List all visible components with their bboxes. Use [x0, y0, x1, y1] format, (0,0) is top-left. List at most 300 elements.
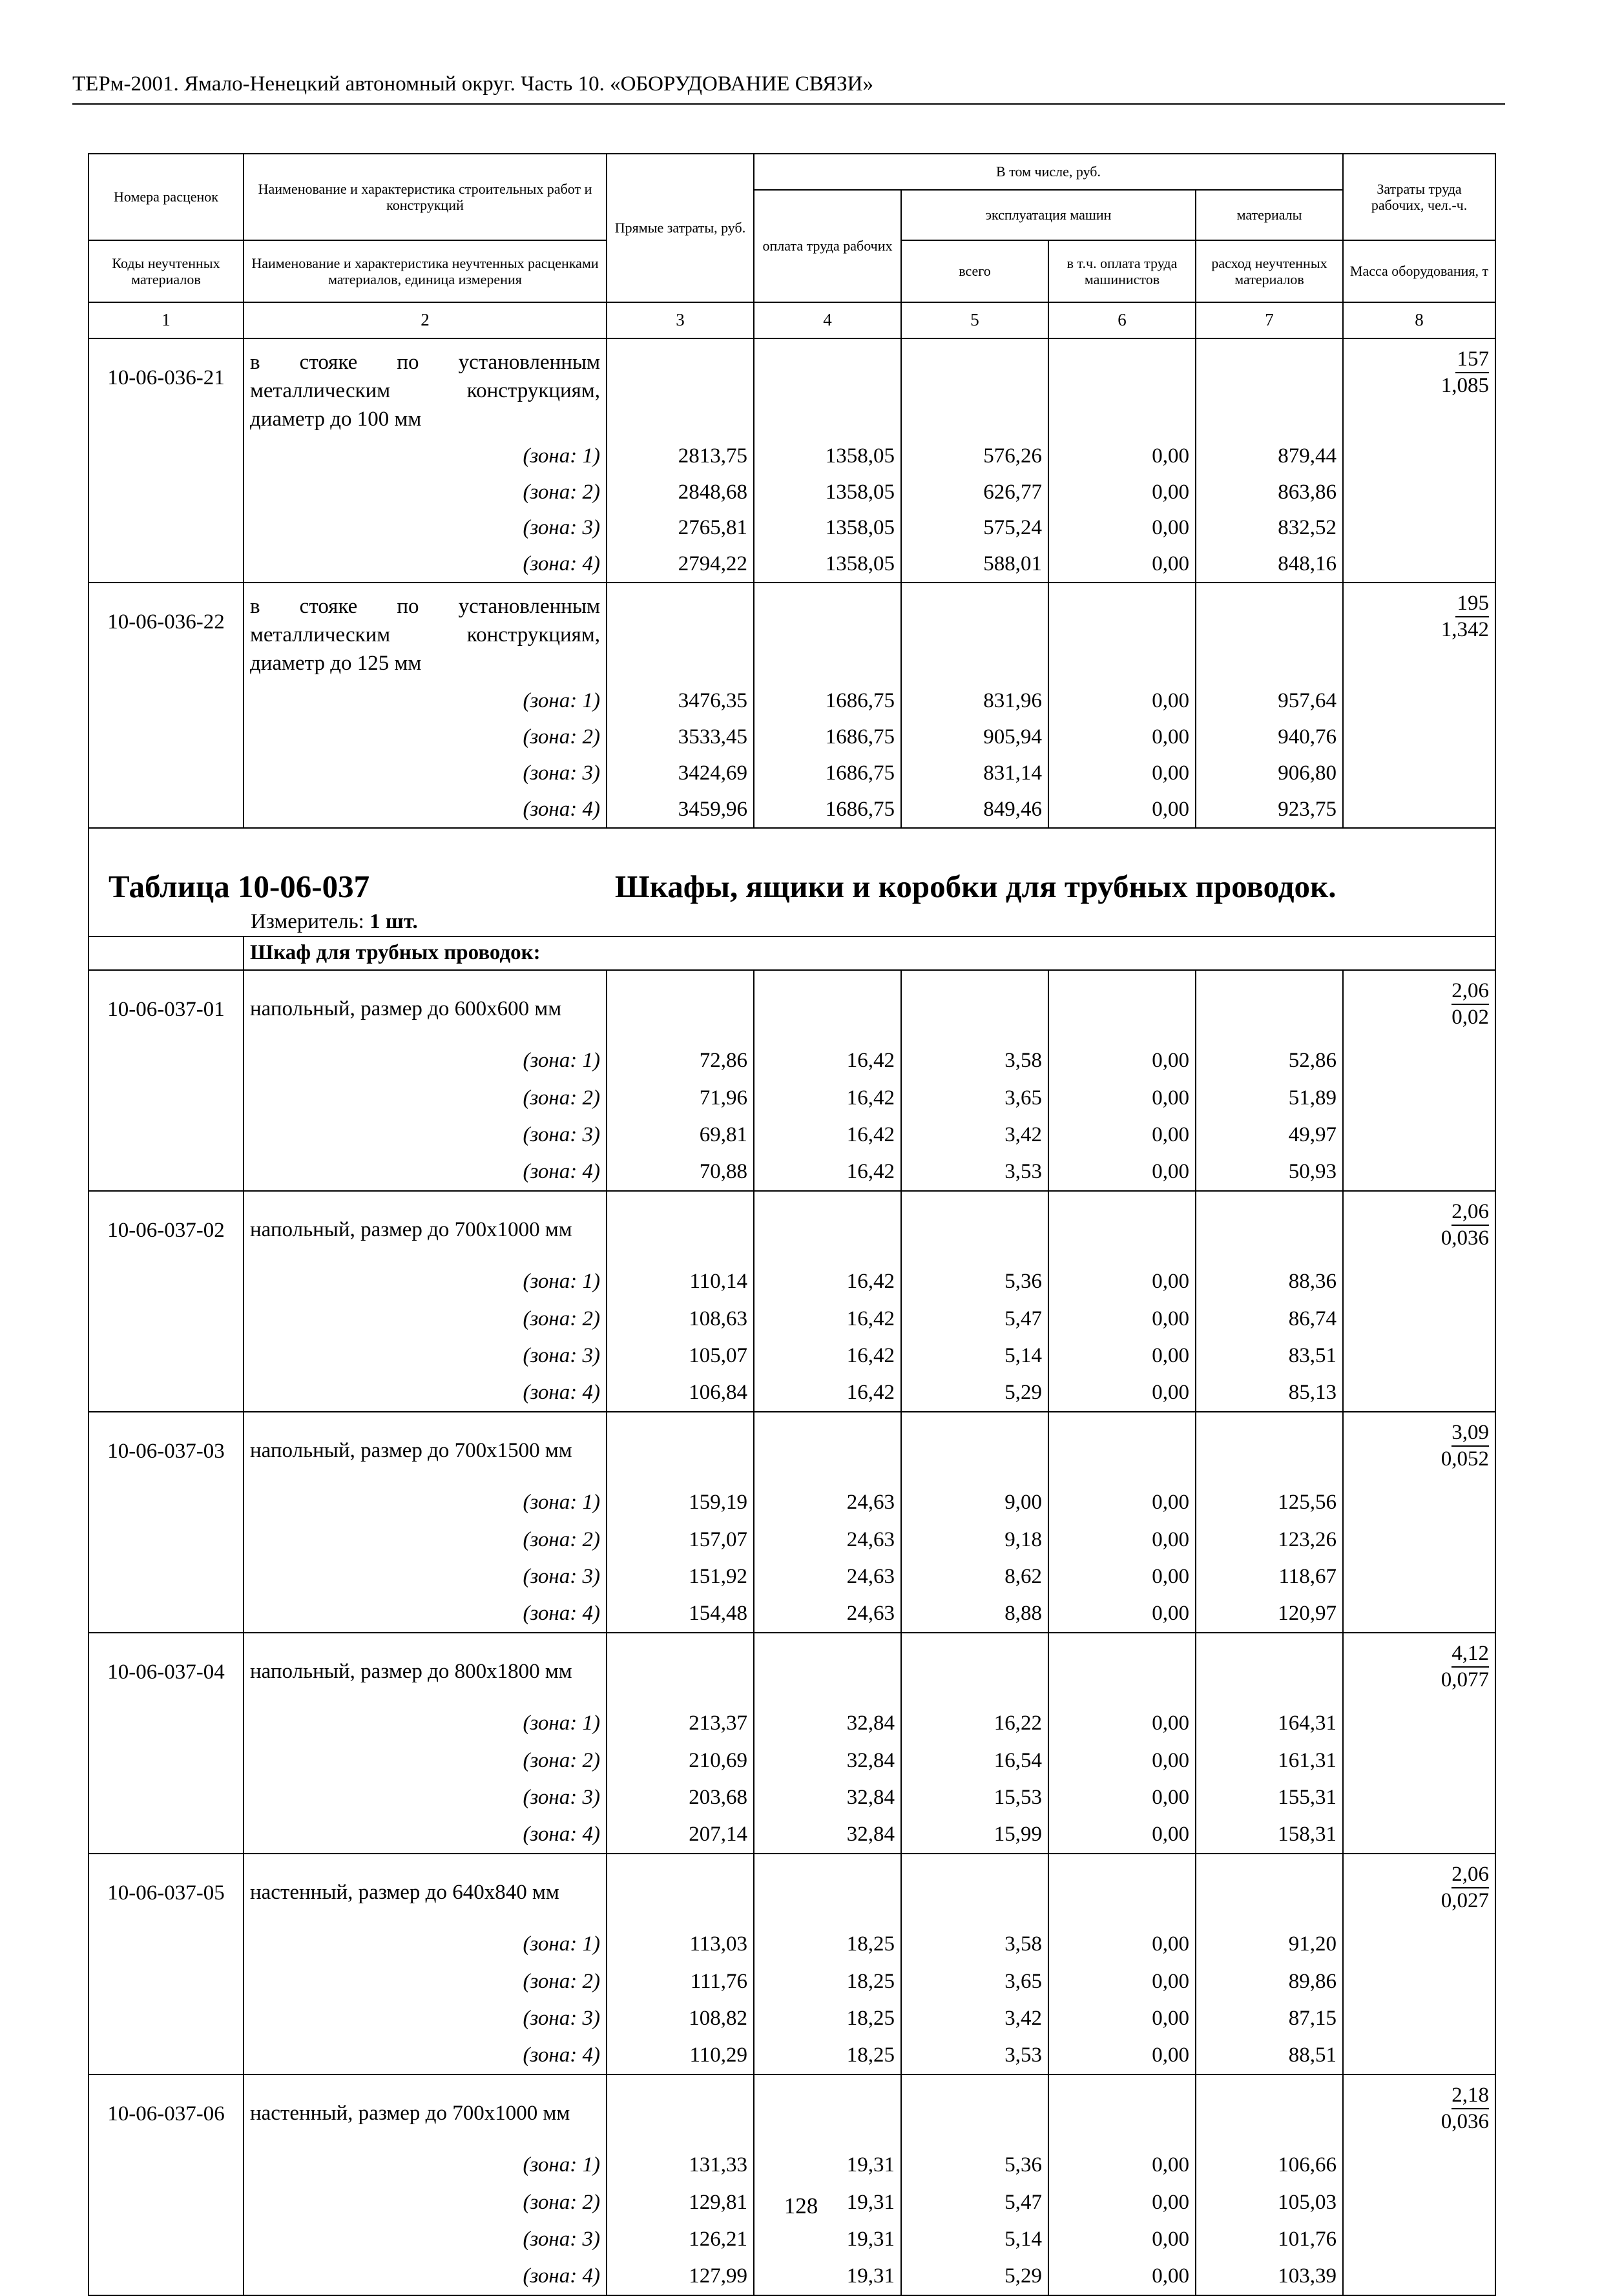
zone-label: (зона: 1): [244, 1484, 607, 1521]
rate-code: 10-06-037-05: [88, 1854, 244, 2074]
machinist-wages: 0,00: [1048, 683, 1196, 719]
direct-costs: 2813,75: [607, 439, 754, 475]
zone-label: (зона: 4): [244, 1375, 607, 1412]
labor-costs: 157: [1455, 347, 1489, 373]
direct-costs: 213,37: [607, 1705, 754, 1742]
empty-cell: [901, 583, 1048, 683]
direct-costs: 210,69: [607, 1743, 754, 1779]
materials-cost: 50,93: [1196, 1154, 1343, 1191]
worker-wages: 16,42: [754, 1117, 901, 1153]
materials-cost: 863,86: [1196, 475, 1343, 511]
worker-wages: 1358,05: [754, 439, 901, 475]
machine-costs: 575,24: [901, 510, 1048, 546]
zone-label: (зона: 4): [244, 546, 607, 583]
materials-cost: 88,51: [1196, 2038, 1343, 2074]
machine-costs: 15,99: [901, 1817, 1048, 1854]
worker-wages: 16,42: [754, 1338, 901, 1374]
header-row-1: [88, 154, 1495, 190]
machine-costs: 3,42: [901, 2000, 1048, 2037]
materials-cost: 923,75: [1196, 792, 1343, 828]
labor-costs: 195: [1455, 591, 1489, 617]
labor-costs: 2,06: [1451, 978, 1489, 1005]
materials-cost: 88,36: [1196, 1263, 1343, 1300]
zone-row: [88, 1779, 1495, 1816]
materials-cost: 52,86: [1196, 1042, 1343, 1079]
table-name: Шкафы, ящики и коробки для трубных проводок.: [615, 869, 1337, 904]
empty-cell: [901, 1854, 1048, 1926]
worker-wages: 19,31: [754, 2147, 901, 2184]
materials-cost: 158,31: [1196, 1817, 1343, 1854]
empty-cell: [607, 970, 754, 1042]
labor-mass-fraction: [1343, 1191, 1495, 1412]
materials-cost: 101,76: [1196, 2221, 1343, 2258]
equipment-mass: 1,085: [1441, 374, 1490, 397]
worker-wages: 16,42: [754, 1375, 901, 1412]
equipment-mass: 1,342: [1441, 618, 1490, 641]
materials-cost: 118,67: [1196, 1558, 1343, 1595]
empty-cell: [1196, 2074, 1343, 2147]
labor-costs: 2,18: [1451, 2083, 1489, 2109]
empty-cell: [754, 1633, 901, 1705]
worker-wages: 18,25: [754, 2000, 901, 2037]
materials-cost: 940,76: [1196, 719, 1343, 756]
worker-wages: 1686,75: [754, 719, 901, 756]
direct-costs: 2794,22: [607, 546, 754, 583]
zone-row: [88, 1484, 1495, 1521]
materials-cost: 848,16: [1196, 546, 1343, 583]
empty-cell: [754, 1854, 901, 1926]
empty-cell: [607, 1854, 754, 1926]
empty-cell: [1048, 1854, 1196, 1926]
machine-costs: 3,53: [901, 1154, 1048, 1191]
header-unaccounted-materials: расход неучтенных материалов: [1196, 240, 1343, 302]
worker-wages: 16,42: [754, 1042, 901, 1079]
work-description: в стояке по установленным металлическим конструкциям, диаметр до 100 мм: [244, 338, 607, 439]
header-name-top: Наименование и характеристика строительных работ и конструкций: [244, 154, 607, 240]
worker-wages: 1358,05: [754, 510, 901, 546]
section-code-cell: [88, 936, 244, 970]
header-codes-top: Номера расценок: [88, 154, 244, 240]
price-table-body: [88, 154, 1495, 2295]
direct-costs: 108,82: [607, 2000, 754, 2037]
column-number: 6: [1048, 302, 1196, 338]
materials-cost: 155,31: [1196, 1779, 1343, 1816]
zone-label: (зона: 3): [244, 1558, 607, 1595]
zone-row: [88, 1596, 1495, 1633]
zone-label: (зона: 2): [244, 2184, 607, 2221]
rate-code: 10-06-037-06: [88, 2074, 244, 2295]
work-description: напольный, размер до 700х1000 мм: [244, 1191, 607, 1263]
machinist-wages: 0,00: [1048, 1338, 1196, 1374]
zone-row: [88, 2221, 1495, 2258]
machinist-wages: 0,00: [1048, 1926, 1196, 1963]
item-first-row: [88, 583, 1495, 683]
zone-row: [88, 510, 1495, 546]
machinist-wages: 0,00: [1048, 439, 1196, 475]
section-title: Шкаф для трубных проводок:: [244, 936, 1495, 970]
empty-cell: [1048, 1191, 1196, 1263]
column-number: 8: [1343, 302, 1495, 338]
direct-costs: 154,48: [607, 1596, 754, 1633]
direct-costs: 2848,68: [607, 475, 754, 511]
empty-cell: [901, 338, 1048, 439]
empty-cell: [754, 1412, 901, 1484]
section-row: [88, 936, 1495, 970]
worker-wages: 24,63: [754, 1558, 901, 1595]
machine-costs: 9,18: [901, 1522, 1048, 1558]
machine-costs: 3,65: [901, 1080, 1048, 1117]
zone-label: (зона: 1): [244, 1705, 607, 1742]
labor-mass-fraction: [1343, 970, 1495, 1191]
direct-costs: 3476,35: [607, 683, 754, 719]
header-labor-costs: Затраты труда рабочих, чел.-ч.: [1343, 154, 1495, 240]
zone-label: (зона: 1): [244, 1263, 607, 1300]
labor-mass-fraction: [1343, 583, 1495, 828]
table-heading-cell: [88, 828, 1495, 936]
machinist-wages: 0,00: [1048, 1042, 1196, 1079]
empty-cell: [901, 970, 1048, 1042]
table-heading: [89, 829, 1495, 936]
header-machines: эксплуатация машин: [901, 190, 1196, 240]
materials-cost: 89,86: [1196, 1963, 1343, 2000]
direct-costs: 126,21: [607, 2221, 754, 2258]
header-name-bottom: Наименование и характеристика неучтенных расценками материалов, единица измерения: [244, 240, 607, 302]
machine-costs: 5,47: [901, 1301, 1048, 1338]
worker-wages: 18,25: [754, 1963, 901, 2000]
zone-row: [88, 546, 1495, 583]
labor-costs: 2,06: [1451, 1862, 1489, 1888]
worker-wages: 19,31: [754, 2259, 901, 2295]
zone-row: [88, 1817, 1495, 1854]
work-description: настенный, размер до 700х1000 мм: [244, 2074, 607, 2147]
direct-costs: 3459,96: [607, 792, 754, 828]
direct-costs: 110,29: [607, 2038, 754, 2074]
item-first-row: [88, 2074, 1495, 2147]
equipment-mass: 0,027: [1441, 1889, 1490, 1912]
column-numbers-row: [88, 302, 1495, 338]
labor-costs: 4,12: [1451, 1641, 1489, 1668]
materials-cost: 161,31: [1196, 1743, 1343, 1779]
materials-cost: 906,80: [1196, 756, 1343, 792]
materials-cost: 120,97: [1196, 1596, 1343, 1633]
machinist-wages: 0,00: [1048, 1522, 1196, 1558]
column-number: 3: [607, 302, 754, 338]
column-number: 5: [901, 302, 1048, 338]
empty-cell: [607, 338, 754, 439]
machinist-wages: 0,00: [1048, 1375, 1196, 1412]
machine-costs: 5,14: [901, 2221, 1048, 2258]
equipment-mass: 0,036: [1441, 2110, 1490, 2133]
machine-costs: 5,36: [901, 1263, 1048, 1300]
labor-mass-fraction: [1343, 1854, 1495, 2074]
zone-label: (зона: 1): [244, 439, 607, 475]
zone-label: (зона: 1): [244, 2147, 607, 2184]
empty-cell: [901, 1191, 1048, 1263]
machine-costs: 15,53: [901, 1779, 1048, 1816]
empty-cell: [1196, 1412, 1343, 1484]
header-machines-total: всего: [901, 240, 1048, 302]
zone-row: [88, 1154, 1495, 1191]
materials-cost: 86,74: [1196, 1301, 1343, 1338]
price-table: [88, 153, 1496, 2296]
machinist-wages: 0,00: [1048, 1963, 1196, 2000]
header-wages: оплата труда рабочих: [754, 190, 901, 302]
materials-cost: 125,56: [1196, 1484, 1343, 1521]
zone-row: [88, 1301, 1495, 1338]
zone-label: (зона: 3): [244, 510, 607, 546]
machinist-wages: 0,00: [1048, 756, 1196, 792]
zone-row: [88, 1558, 1495, 1595]
direct-costs: 2765,81: [607, 510, 754, 546]
materials-cost: 106,66: [1196, 2147, 1343, 2184]
zone-row: [88, 1705, 1495, 1742]
machine-costs: 576,26: [901, 439, 1048, 475]
machinist-wages: 0,00: [1048, 1705, 1196, 1742]
empty-cell: [1048, 338, 1196, 439]
zone-label: (зона: 2): [244, 1522, 607, 1558]
direct-costs: 207,14: [607, 1817, 754, 1854]
empty-cell: [1196, 1191, 1343, 1263]
machine-costs: 5,29: [901, 1375, 1048, 1412]
machinist-wages: 0,00: [1048, 546, 1196, 583]
materials-cost: 83,51: [1196, 1338, 1343, 1374]
empty-cell: [901, 2074, 1048, 2147]
labor-costs: 2,06: [1451, 1199, 1489, 1226]
work-description: напольный, размер до 800х1800 мм: [244, 1633, 607, 1705]
worker-wages: 1358,05: [754, 475, 901, 511]
machinist-wages: 0,00: [1048, 475, 1196, 511]
item-first-row: [88, 1854, 1495, 1926]
zone-row: [88, 1042, 1495, 1079]
empty-cell: [1196, 1633, 1343, 1705]
direct-costs: 157,07: [607, 1522, 754, 1558]
machine-costs: 5,36: [901, 2147, 1048, 2184]
machinist-wages: 0,00: [1048, 1301, 1196, 1338]
zone-label: (зона: 3): [244, 1338, 607, 1374]
machinist-wages: 0,00: [1048, 1117, 1196, 1153]
work-description: настенный, размер до 640х840 мм: [244, 1854, 607, 1926]
empty-cell: [1048, 1412, 1196, 1484]
empty-cell: [901, 1633, 1048, 1705]
zone-label: (зона: 4): [244, 1817, 607, 1854]
labor-mass-fraction: [1343, 338, 1495, 583]
zone-row: [88, 1375, 1495, 1412]
rate-code: 10-06-037-04: [88, 1633, 244, 1854]
machinist-wages: 0,00: [1048, 2038, 1196, 2074]
materials-cost: 832,52: [1196, 510, 1343, 546]
empty-cell: [607, 2074, 754, 2147]
direct-costs: 111,76: [607, 1963, 754, 2000]
materials-cost: 51,89: [1196, 1080, 1343, 1117]
materials-cost: 164,31: [1196, 1705, 1343, 1742]
zone-label: (зона: 1): [244, 1926, 607, 1963]
worker-wages: 24,63: [754, 1596, 901, 1633]
table-heading-row: [88, 828, 1495, 936]
zone-row: [88, 1117, 1495, 1153]
zone-label: (зона: 4): [244, 792, 607, 828]
rate-code: 10-06-037-01: [88, 970, 244, 1191]
machine-costs: 905,94: [901, 719, 1048, 756]
empty-cell: [1048, 1633, 1196, 1705]
zone-label: (зона: 1): [244, 683, 607, 719]
machine-costs: 3,65: [901, 1963, 1048, 2000]
zone-label: (зона: 2): [244, 719, 607, 756]
empty-cell: [1196, 583, 1343, 683]
empty-cell: [1196, 1854, 1343, 1926]
direct-costs: 69,81: [607, 1117, 754, 1153]
machine-costs: 831,96: [901, 683, 1048, 719]
zone-row: [88, 1080, 1495, 1117]
column-number: 2: [244, 302, 607, 338]
direct-costs: 113,03: [607, 1926, 754, 1963]
worker-wages: 32,84: [754, 1705, 901, 1742]
direct-costs: 127,99: [607, 2259, 754, 2295]
zone-row: [88, 439, 1495, 475]
empty-cell: [1048, 2074, 1196, 2147]
running-header: ТЕРм-2001. Ямало-Ненецкий автономный округ. Часть 10. «ОБОРУДОВАНИЕ СВЯЗИ»: [72, 72, 873, 96]
column-number: 7: [1196, 302, 1343, 338]
machine-costs: 849,46: [901, 792, 1048, 828]
worker-wages: 32,84: [754, 1743, 901, 1779]
worker-wages: 19,31: [754, 2221, 901, 2258]
materials-cost: 105,03: [1196, 2184, 1343, 2221]
zone-row: [88, 683, 1495, 719]
zone-row: [88, 719, 1495, 756]
machinist-wages: 0,00: [1048, 2147, 1196, 2184]
machinist-wages: 0,00: [1048, 719, 1196, 756]
direct-costs: 108,63: [607, 1301, 754, 1338]
header-machinist-wages: в т.ч. оплата труда машинистов: [1048, 240, 1196, 302]
direct-costs: 105,07: [607, 1338, 754, 1374]
labor-mass-fraction: [1343, 1633, 1495, 1854]
direct-costs: 203,68: [607, 1779, 754, 1816]
materials-cost: 957,64: [1196, 683, 1343, 719]
worker-wages: 32,84: [754, 1817, 901, 1854]
machinist-wages: 0,00: [1048, 1779, 1196, 1816]
zone-label: (зона: 1): [244, 1042, 607, 1079]
machinist-wages: 0,00: [1048, 2184, 1196, 2221]
zone-row: [88, 1743, 1495, 1779]
direct-costs: 110,14: [607, 1263, 754, 1300]
direct-costs: 131,33: [607, 2147, 754, 2184]
empty-cell: [754, 338, 901, 439]
machine-costs: 831,14: [901, 756, 1048, 792]
direct-costs: 3533,45: [607, 719, 754, 756]
machine-costs: 5,47: [901, 2184, 1048, 2221]
zone-label: (зона: 3): [244, 2000, 607, 2037]
zone-row: [88, 1263, 1495, 1300]
header-direct-costs: Прямые затраты, руб.: [607, 154, 754, 302]
empty-cell: [607, 1633, 754, 1705]
direct-costs: 70,88: [607, 1154, 754, 1191]
zone-row: [88, 1338, 1495, 1374]
header-materials: материалы: [1196, 190, 1343, 240]
unit-of-measure: [251, 910, 418, 935]
zone-row: [88, 1522, 1495, 1558]
rate-code: 10-06-036-22: [88, 583, 244, 828]
worker-wages: 18,25: [754, 1926, 901, 1963]
table-title: Таблица 10-06-037: [109, 869, 370, 904]
direct-costs: 106,84: [607, 1375, 754, 1412]
machinist-wages: 0,00: [1048, 1263, 1196, 1300]
machinist-wages: 0,00: [1048, 2221, 1196, 2258]
item-first-row: [88, 1412, 1495, 1484]
unit-value: 1 шт.: [369, 910, 418, 933]
labor-costs: 3,09: [1451, 1420, 1489, 1447]
header-equipment-mass: Масса оборудования, т: [1343, 240, 1495, 302]
empty-cell: [754, 1191, 901, 1263]
labor-mass-fraction: [1343, 1412, 1495, 1633]
zone-row: [88, 475, 1495, 511]
zone-row: [88, 2259, 1495, 2295]
materials-cost: 123,26: [1196, 1522, 1343, 1558]
empty-cell: [1196, 970, 1343, 1042]
work-description: напольный, размер до 700х1500 мм: [244, 1412, 607, 1484]
work-description: напольный, размер до 600х600 мм: [244, 970, 607, 1042]
direct-costs: 3424,69: [607, 756, 754, 792]
worker-wages: 19,31: [754, 2184, 901, 2221]
item-first-row: [88, 970, 1495, 1042]
labor-mass-fraction: [1343, 2074, 1495, 2295]
machinist-wages: 0,00: [1048, 1080, 1196, 1117]
empty-cell: [1048, 970, 1196, 1042]
zone-label: (зона: 2): [244, 1963, 607, 2000]
zone-label: (зона: 4): [244, 1154, 607, 1191]
empty-cell: [607, 1412, 754, 1484]
machinist-wages: 0,00: [1048, 792, 1196, 828]
zone-label: (зона: 3): [244, 756, 607, 792]
zone-label: (зона: 3): [244, 2221, 607, 2258]
machine-costs: 3,58: [901, 1042, 1048, 1079]
materials-cost: 91,20: [1196, 1926, 1343, 1963]
machine-costs: 16,22: [901, 1705, 1048, 1742]
machine-costs: 9,00: [901, 1484, 1048, 1521]
zone-row: [88, 2038, 1495, 2074]
worker-wages: 1686,75: [754, 756, 901, 792]
direct-costs: 151,92: [607, 1558, 754, 1595]
zone-label: (зона: 2): [244, 1301, 607, 1338]
machine-costs: 16,54: [901, 1743, 1048, 1779]
direct-costs: 72,86: [607, 1042, 754, 1079]
zone-label: (зона: 2): [244, 475, 607, 511]
worker-wages: 1358,05: [754, 546, 901, 583]
zone-label: (зона: 2): [244, 1080, 607, 1117]
machinist-wages: 0,00: [1048, 2000, 1196, 2037]
page-number: 128: [784, 2193, 818, 2218]
zone-label: (зона: 4): [244, 2259, 607, 2295]
zone-label: (зона: 3): [244, 1117, 607, 1153]
equipment-mass: 0,036: [1441, 1226, 1490, 1250]
machine-costs: 8,88: [901, 1596, 1048, 1633]
item-first-row: [88, 1191, 1495, 1263]
equipment-mass: 0,052: [1441, 1447, 1490, 1471]
zone-row: [88, 1926, 1495, 1963]
worker-wages: 16,42: [754, 1080, 901, 1117]
column-number: 4: [754, 302, 901, 338]
materials-cost: 879,44: [1196, 439, 1343, 475]
zone-row: [88, 756, 1495, 792]
header-codes-bottom: Коды неучтенных материалов: [88, 240, 244, 302]
column-number: 1: [88, 302, 244, 338]
equipment-mass: 0,077: [1441, 1668, 1490, 1691]
equipment-mass: 0,02: [1451, 1006, 1490, 1029]
worker-wages: 24,63: [754, 1484, 901, 1521]
worker-wages: 32,84: [754, 1779, 901, 1816]
machine-costs: 3,42: [901, 1117, 1048, 1153]
materials-cost: 87,15: [1196, 2000, 1343, 2037]
empty-cell: [754, 970, 901, 1042]
worker-wages: 18,25: [754, 2038, 901, 2074]
